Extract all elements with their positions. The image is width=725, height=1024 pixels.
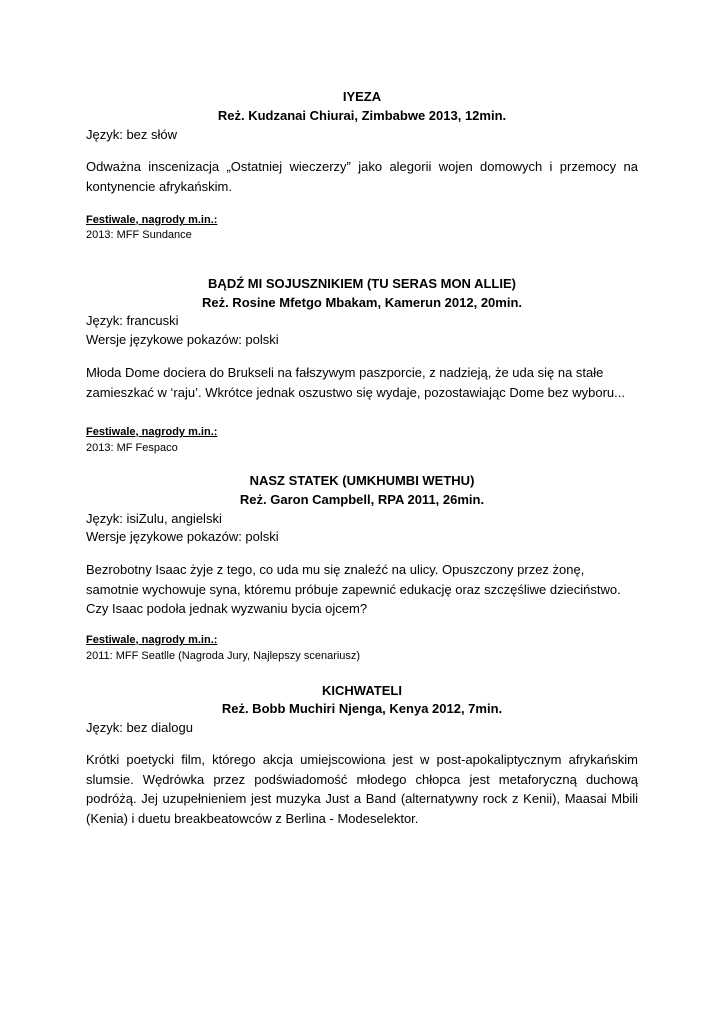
film-description: Młoda Dome dociera do Brukseli na fałszywym paszporcie, z nadzieją, że uda się na stałe zamieszkać w ‘raju’. Wkrótce jednak oszustwo się wydaje, pozostawiając Dome bez wyboru... — [86, 365, 625, 400]
film-description: Krótki poetycki film, którego akcja umiejscowiona jest w post-apokaliptycznym afrykańskim slumsie. Wędrówka przez podświadomość młodego chłopca jest metaforyczną duchową podróżą. Jej uzupełnieniem jest muzyka Just a Band (alternatywny rock z Kenii), Maasai Mbili (Kenia) i duetu breakbeatowców z Berlina - Modeselektor. — [86, 752, 638, 826]
film-title: KICHWATELI — [322, 683, 402, 698]
film-description: Odważna inscenizacja „Ostatniej wieczerzy” jako alegorii wojen domowych i przemocy na kontynencie afrykańskim. — [86, 159, 638, 194]
festivals-list: 2013: MF Fespaco — [86, 442, 178, 454]
film-director: Reż. Bobb Muchiri Njenga, Kenya 2012, 7min. — [221, 701, 503, 716]
festivals-list: 2011: MFF Seatlle (Nagroda Jury, Najlepszy scenariusz) — [86, 650, 361, 662]
festivals-label: Festiwale, nagrody m.in.: — [86, 214, 218, 226]
film-language: Język: isiZulu, angielski — [86, 511, 222, 526]
film-director: Reż. Garon Campbell, RPA 2011, 26min. — [239, 492, 485, 507]
film-title: NASZ STATEK (UMKHUMBI WETHU) — [249, 473, 475, 488]
film-versions: Wersje językowe pokazów: polski — [86, 529, 279, 544]
festivals-list: 2013: MFF Sundance — [86, 229, 192, 241]
film-language: Język: francuski — [86, 313, 179, 328]
film-language: Język: bez słów — [86, 127, 178, 142]
film-director: Reż. Rosine Mfetgo Mbakam, Kamerun 2012, 20min. — [201, 295, 523, 310]
film-title: IYEZA — [342, 89, 382, 104]
film-language: Język: bez dialogu — [86, 720, 193, 735]
festivals-label: Festiwale, nagrody m.in.: — [86, 426, 218, 438]
film-versions: Wersje językowe pokazów: polski — [86, 332, 279, 347]
film-director: Reż. Kudzanai Chiurai, Zimbabwe 2013, 12min. — [217, 108, 507, 123]
film-description: Bezrobotny Isaac żyje z tego, co uda mu się znaleźć na ulicy. Opuszczony przez żonę, samotnie wychowuje syna, któremu próbuje zapewnić edukację oraz szczęśliwe dzieciństwo. Czy Isaac podoła jednak wyzwaniu bycia ojcem? — [86, 562, 621, 616]
film-title: BĄDŹ MI SOJUSZNIKIEM (TU SERAS MON ALLIE) — [208, 276, 516, 291]
festivals-label: Festiwale, nagrody m.in.: — [86, 634, 218, 646]
